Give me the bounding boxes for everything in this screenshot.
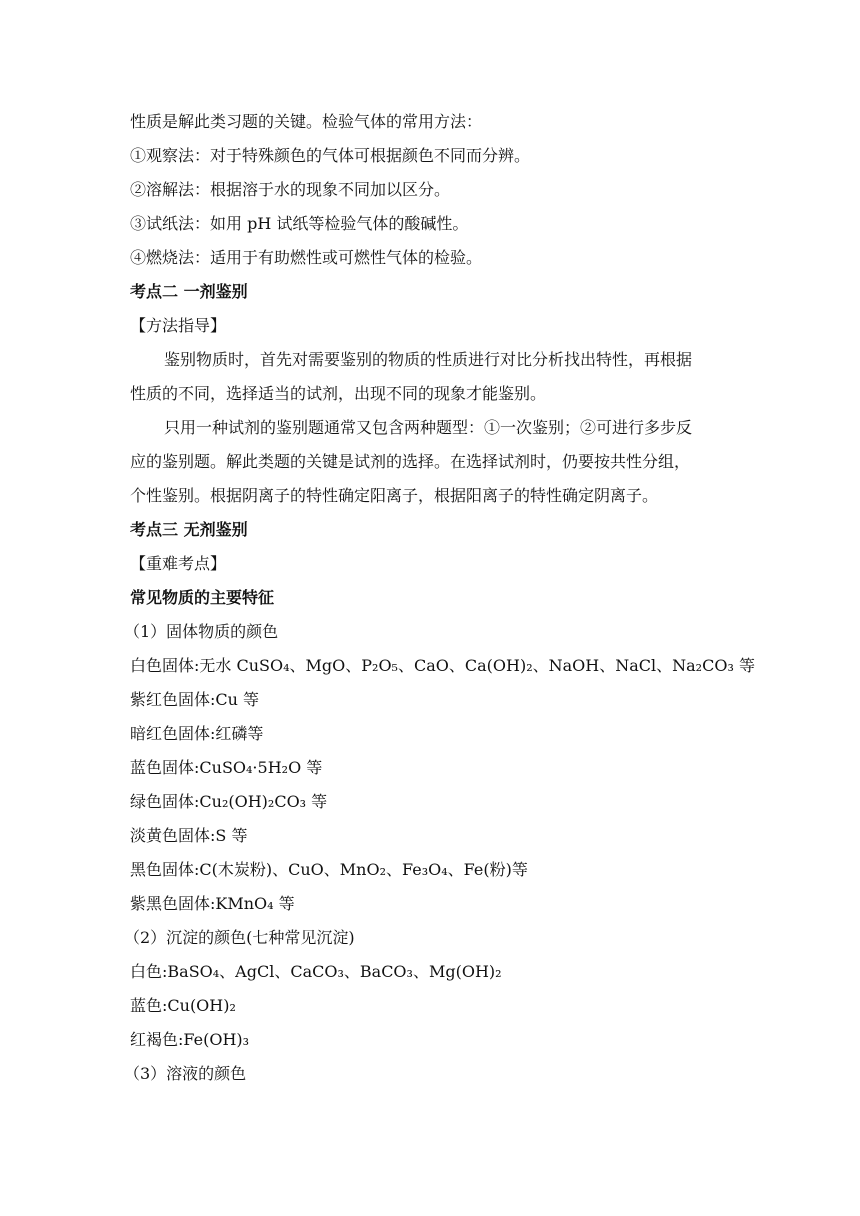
paragraph-line: 只用一种试剂的鉴别题通常又包含两种题型：①一次鉴别；②可进行多步反 bbox=[164, 418, 693, 437]
document-body bbox=[124, 105, 755, 1091]
paragraph-line: 个性鉴别。根据阴离子的特性确定阳离子，根据阳离子的特性确定阴离子。 bbox=[130, 486, 659, 505]
list-item: 白色固体:无水 CuSO₄、MgO、P₂O₅、CaO、Ca(OH)₂、NaOH、NaCl、Na₂CO₃ 等 bbox=[130, 656, 755, 675]
list-item: 红褐色:Fe(OH)₃ bbox=[130, 1030, 250, 1049]
method-test-paper: ③试纸法：如用 pH 试纸等检验气体的酸碱性。 bbox=[130, 214, 469, 233]
section-heading-3: 考点三 无剂鉴别 bbox=[130, 520, 248, 539]
method-dissolution: ②溶解法：根据溶于水的现象不同加以区分。 bbox=[130, 180, 451, 199]
subheading-key-points: 【重难考点】 bbox=[130, 554, 227, 573]
list-heading-solutions: （3）溶液的颜色 bbox=[124, 1064, 247, 1083]
list-item: 淡黄色固体:S 等 bbox=[130, 826, 248, 845]
list-item: 暗红色固体:红磷等 bbox=[130, 724, 264, 743]
method-combustion: ④燃烧法：适用于有助燃性或可燃性气体的检验。 bbox=[130, 248, 483, 267]
list-heading-solids: （1）固体物质的颜色 bbox=[124, 622, 279, 641]
method-observation: ①观察法：对于特殊颜色的气体可根据颜色不同而分辨。 bbox=[130, 146, 531, 165]
list-item: 黑色固体:C(木炭粉)、CuO、MnO₂、Fe₃O₄、Fe(粉)等 bbox=[130, 860, 528, 879]
list-item: 蓝色固体:CuSO₄·5H₂O 等 bbox=[130, 758, 323, 777]
list-heading-precipitates: （2）沉淀的颜色(七种常见沉淀) bbox=[124, 928, 355, 947]
paragraph-line: 应的鉴别题。解此类题的关键是试剂的选择。在选择试剂时，仍要按共性分组， bbox=[130, 452, 691, 471]
topic-heading: 常见物质的主要特征 bbox=[130, 588, 275, 607]
list-item: 蓝色:Cu(OH)₂ bbox=[130, 996, 236, 1015]
section-heading-2: 考点二 一剂鉴别 bbox=[130, 282, 248, 301]
list-item: 紫黑色固体:KMnO₄ 等 bbox=[130, 894, 295, 913]
list-item: 绿色固体:Cu₂(OH)₂CO₃ 等 bbox=[130, 792, 328, 811]
text-line: 性质是解此类习题的关键。检验气体的常用方法： bbox=[130, 112, 483, 131]
paragraph-line: 鉴别物质时，首先对需要鉴别的物质的性质进行对比分析找出特性，再根据 bbox=[164, 350, 693, 369]
list-item: 白色:BaSO₄、AgCl、CaCO₃、BaCO₃、Mg(OH)₂ bbox=[130, 962, 502, 981]
subheading-method-guide: 【方法指导】 bbox=[130, 316, 227, 335]
list-item: 紫红色固体:Cu 等 bbox=[130, 690, 260, 709]
paragraph-line: 性质的不同，选择适当的试剂，出现不同的现象才能鉴别。 bbox=[130, 384, 547, 403]
